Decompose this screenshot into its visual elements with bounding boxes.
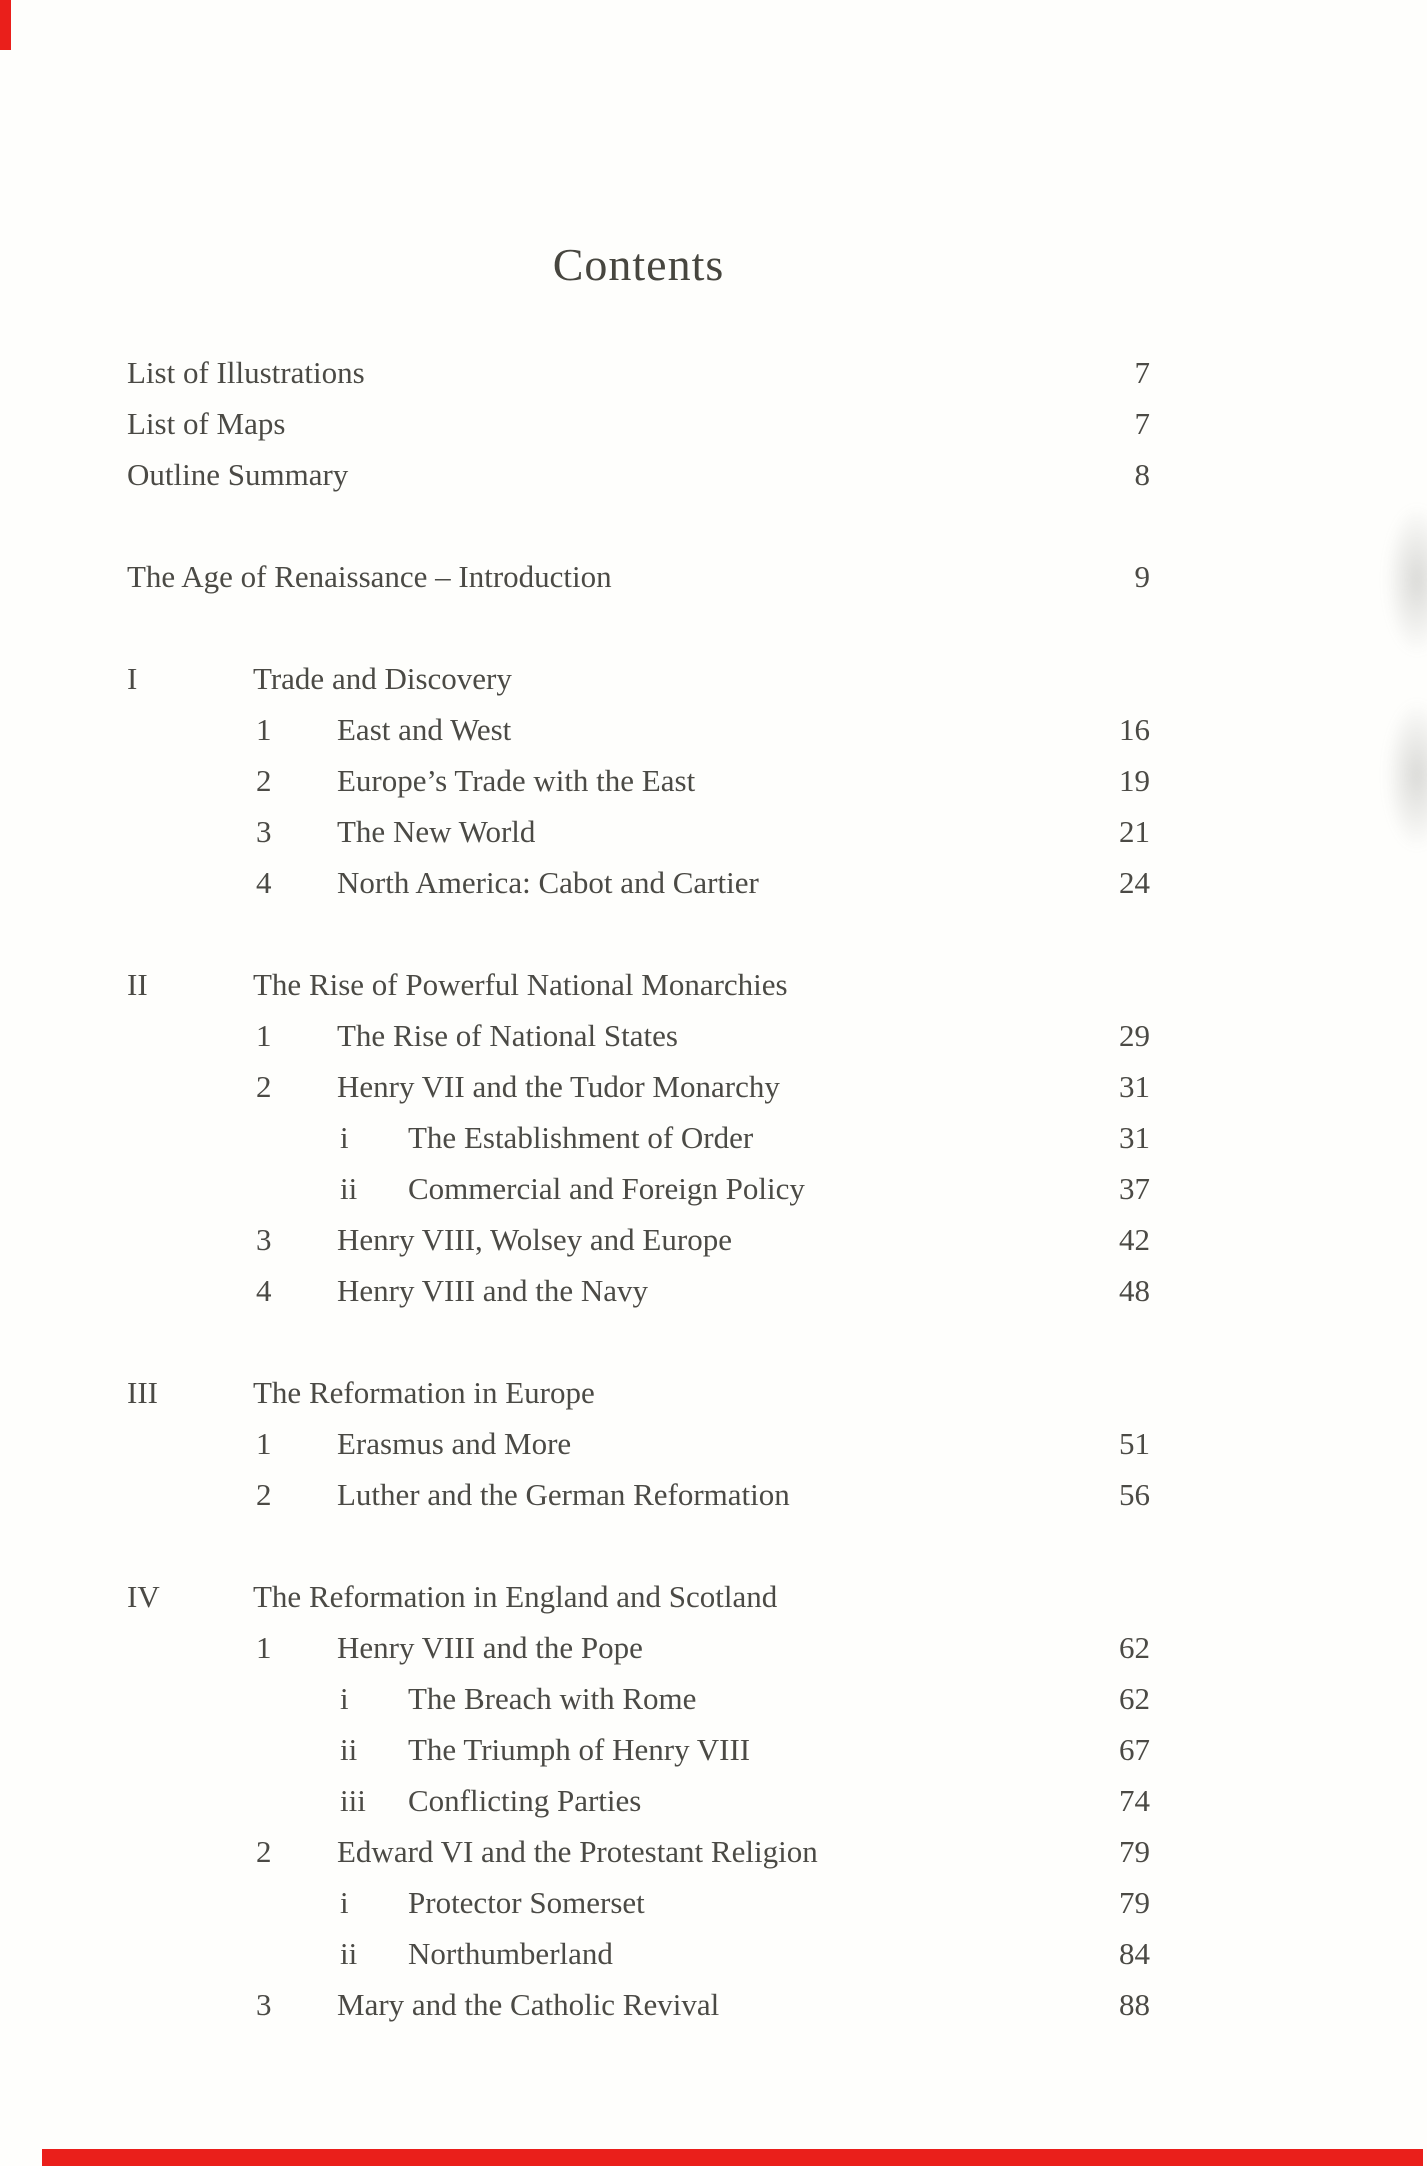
toc-entry	[127, 1214, 1150, 1265]
entry-label: Europe’s Trade with the East	[337, 763, 696, 798]
toc-entry	[127, 1622, 1150, 1673]
table-of-contents	[127, 347, 1150, 2030]
item-number: 2	[256, 763, 272, 798]
entry-page-number: 48	[1119, 1273, 1150, 1308]
entry-page-number: 42	[1119, 1222, 1150, 1257]
subitem-numeral: ii	[340, 1936, 358, 1971]
entry-label: Erasmus and More	[337, 1426, 572, 1461]
chapter-title: The Reformation in England and Scotland	[253, 1579, 778, 1614]
front-matter	[127, 347, 1150, 500]
chapter-i	[127, 653, 1150, 908]
chapter-title: The Rise of Powerful National Monarchies	[253, 967, 788, 1002]
entry-page-number: 67	[1119, 1732, 1150, 1767]
entry-page-number: 74	[1119, 1783, 1150, 1818]
item-number: 2	[256, 1834, 272, 1869]
toc-entry	[127, 1265, 1150, 1316]
toc-subentry	[127, 1112, 1150, 1163]
entry-label: East and West	[337, 712, 512, 747]
entry-label: North America: Cabot and Cartier	[337, 865, 759, 900]
page-title: Contents	[552, 239, 725, 290]
entry-label: Henry VII and the Tudor Monarchy	[337, 1069, 780, 1104]
entry-label: Protector Somerset	[408, 1885, 645, 1920]
entry-label: Commercial and Foreign Policy	[408, 1171, 805, 1206]
scan-smudge	[1385, 700, 1427, 850]
chapter-numeral: IV	[127, 1579, 160, 1614]
item-number: 4	[256, 1273, 272, 1308]
entry-page-number: 88	[1119, 1987, 1150, 2022]
subitem-numeral: i	[340, 1120, 349, 1155]
entry-page-number: 62	[1119, 1630, 1150, 1665]
scan-artifact-left	[0, 0, 11, 50]
entry-label: The Age of Renaissance – Introduction	[127, 559, 612, 594]
toc-entry	[127, 755, 1150, 806]
chapter-title: Trade and Discovery	[253, 661, 512, 696]
entry-page-number: 19	[1119, 763, 1150, 798]
chapter-iii	[127, 1367, 1150, 1520]
entry-page-number: 24	[1119, 865, 1150, 900]
entry-page-number: 8	[1134, 457, 1150, 492]
toc-entry	[127, 398, 1150, 449]
toc-entry	[127, 449, 1150, 500]
toc-subentry	[127, 1724, 1150, 1775]
entry-label: Henry VIII and the Pope	[337, 1630, 643, 1665]
toc-entry	[127, 551, 1150, 602]
item-number: 3	[256, 1222, 272, 1257]
entry-page-number: 79	[1119, 1885, 1150, 1920]
entry-page-number: 21	[1119, 814, 1150, 849]
entry-label: The Establishment of Order	[408, 1120, 754, 1155]
chapter-iv	[127, 1571, 1150, 2030]
chapter-numeral: III	[127, 1375, 158, 1410]
toc-entry	[127, 704, 1150, 755]
entry-page-number: 16	[1119, 712, 1150, 747]
entry-page-number: 56	[1119, 1477, 1150, 1512]
chapter-heading	[127, 653, 1150, 704]
toc-entry	[127, 1061, 1150, 1112]
toc-entry	[127, 857, 1150, 908]
item-number: 4	[256, 865, 272, 900]
subitem-numeral: iii	[340, 1783, 366, 1818]
toc-entry	[127, 347, 1150, 398]
chapter-ii	[127, 959, 1150, 1316]
entry-label: Northumberland	[408, 1936, 613, 1971]
chapter-heading	[127, 1367, 1150, 1418]
toc-subentry	[127, 1673, 1150, 1724]
item-number: 3	[256, 1987, 272, 2022]
subitem-numeral: i	[340, 1681, 349, 1716]
toc-subentry	[127, 1163, 1150, 1214]
entry-label: Conflicting Parties	[408, 1783, 642, 1818]
entry-label: Outline Summary	[127, 457, 349, 492]
entry-page-number: 62	[1119, 1681, 1150, 1716]
entry-label: Henry VIII and the Navy	[337, 1273, 649, 1308]
subitem-numeral: ii	[340, 1171, 358, 1206]
item-number: 2	[256, 1477, 272, 1512]
entry-label: Mary and the Catholic Revival	[337, 1987, 720, 2022]
entry-page-number: 37	[1119, 1171, 1150, 1206]
toc-entry	[127, 806, 1150, 857]
entry-page-number: 29	[1119, 1018, 1150, 1053]
chapter-numeral: I	[127, 661, 138, 696]
entry-label: List of Maps	[127, 406, 286, 441]
subitem-numeral: ii	[340, 1732, 358, 1767]
toc-entry	[127, 1418, 1150, 1469]
item-number: 2	[256, 1069, 272, 1104]
toc-entry	[127, 1826, 1150, 1877]
chapter-title: The Reformation in Europe	[253, 1375, 595, 1410]
item-number: 3	[256, 814, 272, 849]
item-number: 1	[256, 1426, 272, 1461]
entry-page-number: 79	[1119, 1834, 1150, 1869]
entry-label: The Breach with Rome	[408, 1681, 697, 1716]
chapter-numeral: II	[127, 967, 148, 1002]
entry-label: The Triumph of Henry VIII	[408, 1732, 751, 1767]
introduction	[127, 551, 1150, 602]
entry-label: The New World	[337, 814, 536, 849]
entry-page-number: 31	[1119, 1069, 1150, 1104]
subitem-numeral: i	[340, 1885, 349, 1920]
entry-label: Luther and the German Reformation	[337, 1477, 790, 1512]
entry-page-number: 51	[1119, 1426, 1150, 1461]
scan-smudge	[1385, 505, 1427, 655]
entry-page-number: 31	[1119, 1120, 1150, 1155]
item-number: 1	[256, 712, 272, 747]
entry-label: Edward VI and the Protestant Religion	[337, 1834, 818, 1869]
toc-subentry	[127, 1775, 1150, 1826]
toc-subentry	[127, 1877, 1150, 1928]
entry-page-number: 9	[1134, 559, 1150, 594]
toc-entry	[127, 1010, 1150, 1061]
entry-page-number: 7	[1134, 406, 1150, 441]
entry-label: List of Illustrations	[127, 355, 365, 390]
entry-label: The Rise of National States	[337, 1018, 678, 1053]
toc-entry	[127, 1469, 1150, 1520]
item-number: 1	[256, 1018, 272, 1053]
entry-page-number: 7	[1134, 355, 1150, 390]
scan-artifact-bottom	[42, 2149, 1423, 2166]
chapter-heading	[127, 959, 1150, 1010]
toc-subentry	[127, 1928, 1150, 1979]
item-number: 1	[256, 1630, 272, 1665]
chapter-heading	[127, 1571, 1150, 1622]
entry-label: Henry VIII, Wolsey and Europe	[337, 1222, 732, 1257]
entry-page-number: 84	[1119, 1936, 1150, 1971]
toc-entry	[127, 1979, 1150, 2030]
